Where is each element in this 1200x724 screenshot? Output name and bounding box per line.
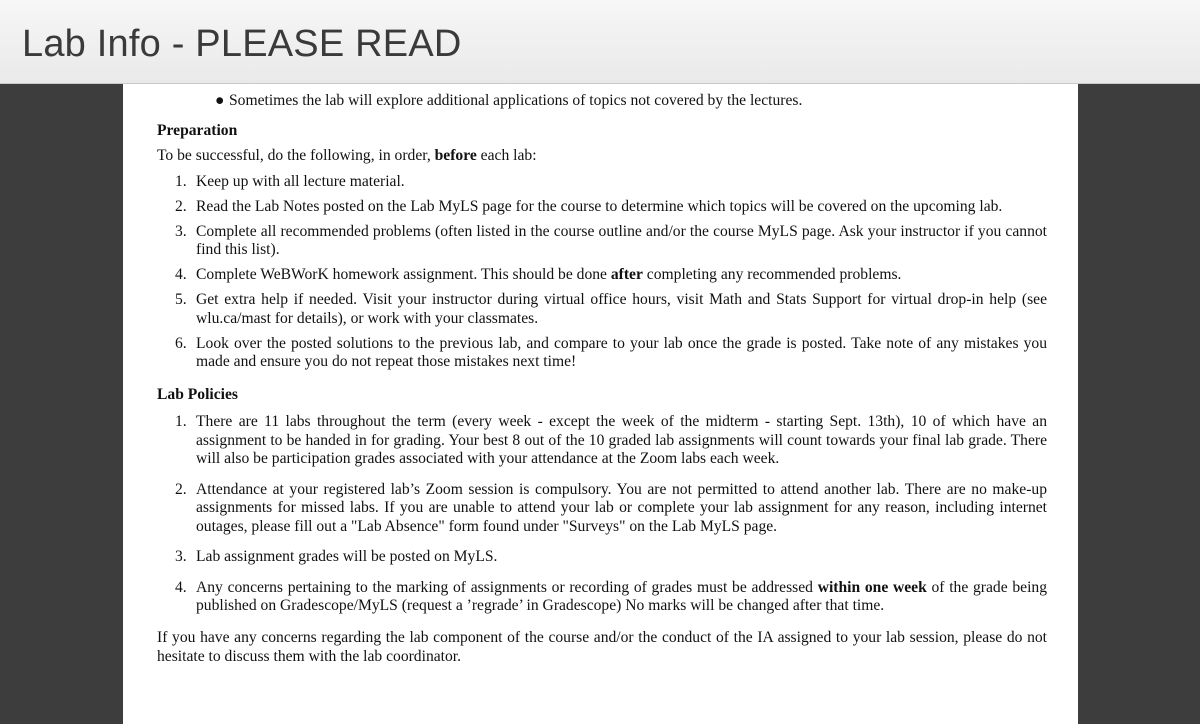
item-text: Attendance at your registered lab’s Zoom session is compulsory. You are not permitted to attend another lab. There are no make-up assignments for missed labs. If you are unable to attend your lab or complete your lab assignment for any reason, including internet outages, please fill out a "Lab Absence" form found under "Surveys" on the Lab MyLS page. — [196, 480, 1047, 535]
item-number: 1. — [175, 172, 187, 190]
item-text: Look over the posted solutions to the previous lab, and compare to your lab once the grade is posted. Take note of any mistakes you made and ensure you do not repeat those mistakes next time! — [196, 334, 1047, 370]
closing-paragraph: If you have any concerns regarding the lab component of the course and/or the conduct of the IA assigned to your lab session, please do not hesitate to discuss them with the lab coordinator. — [157, 628, 1047, 665]
item-number: 1. — [175, 413, 187, 430]
item-text: Get extra help if needed. Visit your instructor during virtual office hours, visit Math and Stats Support for virtual drop-in help (see wlu.ca/mast for details), or work with your classmates. — [196, 291, 1047, 327]
item-number: 3. — [175, 548, 187, 565]
preparation-heading: Preparation — [157, 122, 238, 139]
document-content — [157, 90, 1047, 666]
preparation-lead-tail: each lab: — [476, 147, 537, 164]
item-text: Complete WeBWorK homework assignment. This should be done — [196, 266, 611, 283]
item-text-bold: within one week — [817, 578, 927, 596]
item-text-bold: after — [610, 266, 643, 283]
preparation-lead-bold: before — [434, 147, 477, 164]
policies-list — [157, 413, 1047, 616]
item-number: 4. — [175, 266, 187, 283]
item-text-tail: of the grade being published on Gradescope/MyLS (request a ’regrade’ in Gradescope) No marks will be changed after that time. — [196, 578, 1047, 614]
policies-heading: Lab Policies — [157, 385, 238, 403]
item-text: There are 11 labs throughout the term (every week - except the week of the midterm - starting Sept. 13th), 10 of which have an assignment to be handed in for grading. Your best 8 out of the 10 graded lab assignments will count towards your final lab grade. There will also be participation grades associated with your attendance at the Zoom labs each week. — [196, 413, 1047, 467]
preparation-lead — [157, 146, 1047, 166]
item-text: Lab assignment grades will be posted on MyLS. — [196, 548, 498, 565]
preparation-list — [157, 173, 1047, 372]
item-text: Complete all recommended problems (often listed in the course outline and/or the course MyLS page. Ask your instructor if you cannot find this list). — [196, 222, 1047, 258]
document-page[interactable] — [123, 84, 1078, 724]
item-text: Read the Lab Notes posted on the Lab MyLS page for the course to determine which topics will be covered on the upcoming lab. — [196, 197, 1003, 215]
intro-bullet — [215, 90, 1047, 112]
list-item — [157, 335, 1047, 372]
list-item — [157, 413, 1047, 469]
list-item — [157, 291, 1047, 328]
list-item — [157, 173, 1047, 192]
item-number: 3. — [175, 222, 187, 240]
list-item — [157, 223, 1047, 260]
list-item — [157, 548, 1047, 567]
item-text: Keep up with all lecture material. — [196, 172, 405, 190]
item-number: 4. — [175, 578, 187, 596]
item-text-tail: completing any recommended problems. — [642, 266, 902, 283]
list-item — [157, 266, 1047, 285]
preparation-lead-text: To be successful, do the following, in order, — [157, 147, 435, 164]
list-item — [157, 579, 1047, 616]
list-item — [157, 198, 1047, 217]
bullet-dot-icon: ● — [215, 92, 225, 109]
list-item — [157, 481, 1047, 537]
title-bar — [0, 0, 1200, 84]
item-number: 2. — [175, 480, 187, 498]
item-text: Any concerns pertaining to the marking of assignments or recording of grades must be addressed — [196, 578, 818, 596]
page-title: Lab Info - PLEASE READ — [22, 23, 462, 65]
intro-bullet-text: Sometimes the lab will explore additional applications of topics not covered by the lectures. — [229, 92, 803, 109]
item-number: 5. — [175, 291, 187, 308]
item-number: 6. — [175, 334, 187, 352]
item-number: 2. — [175, 197, 187, 215]
